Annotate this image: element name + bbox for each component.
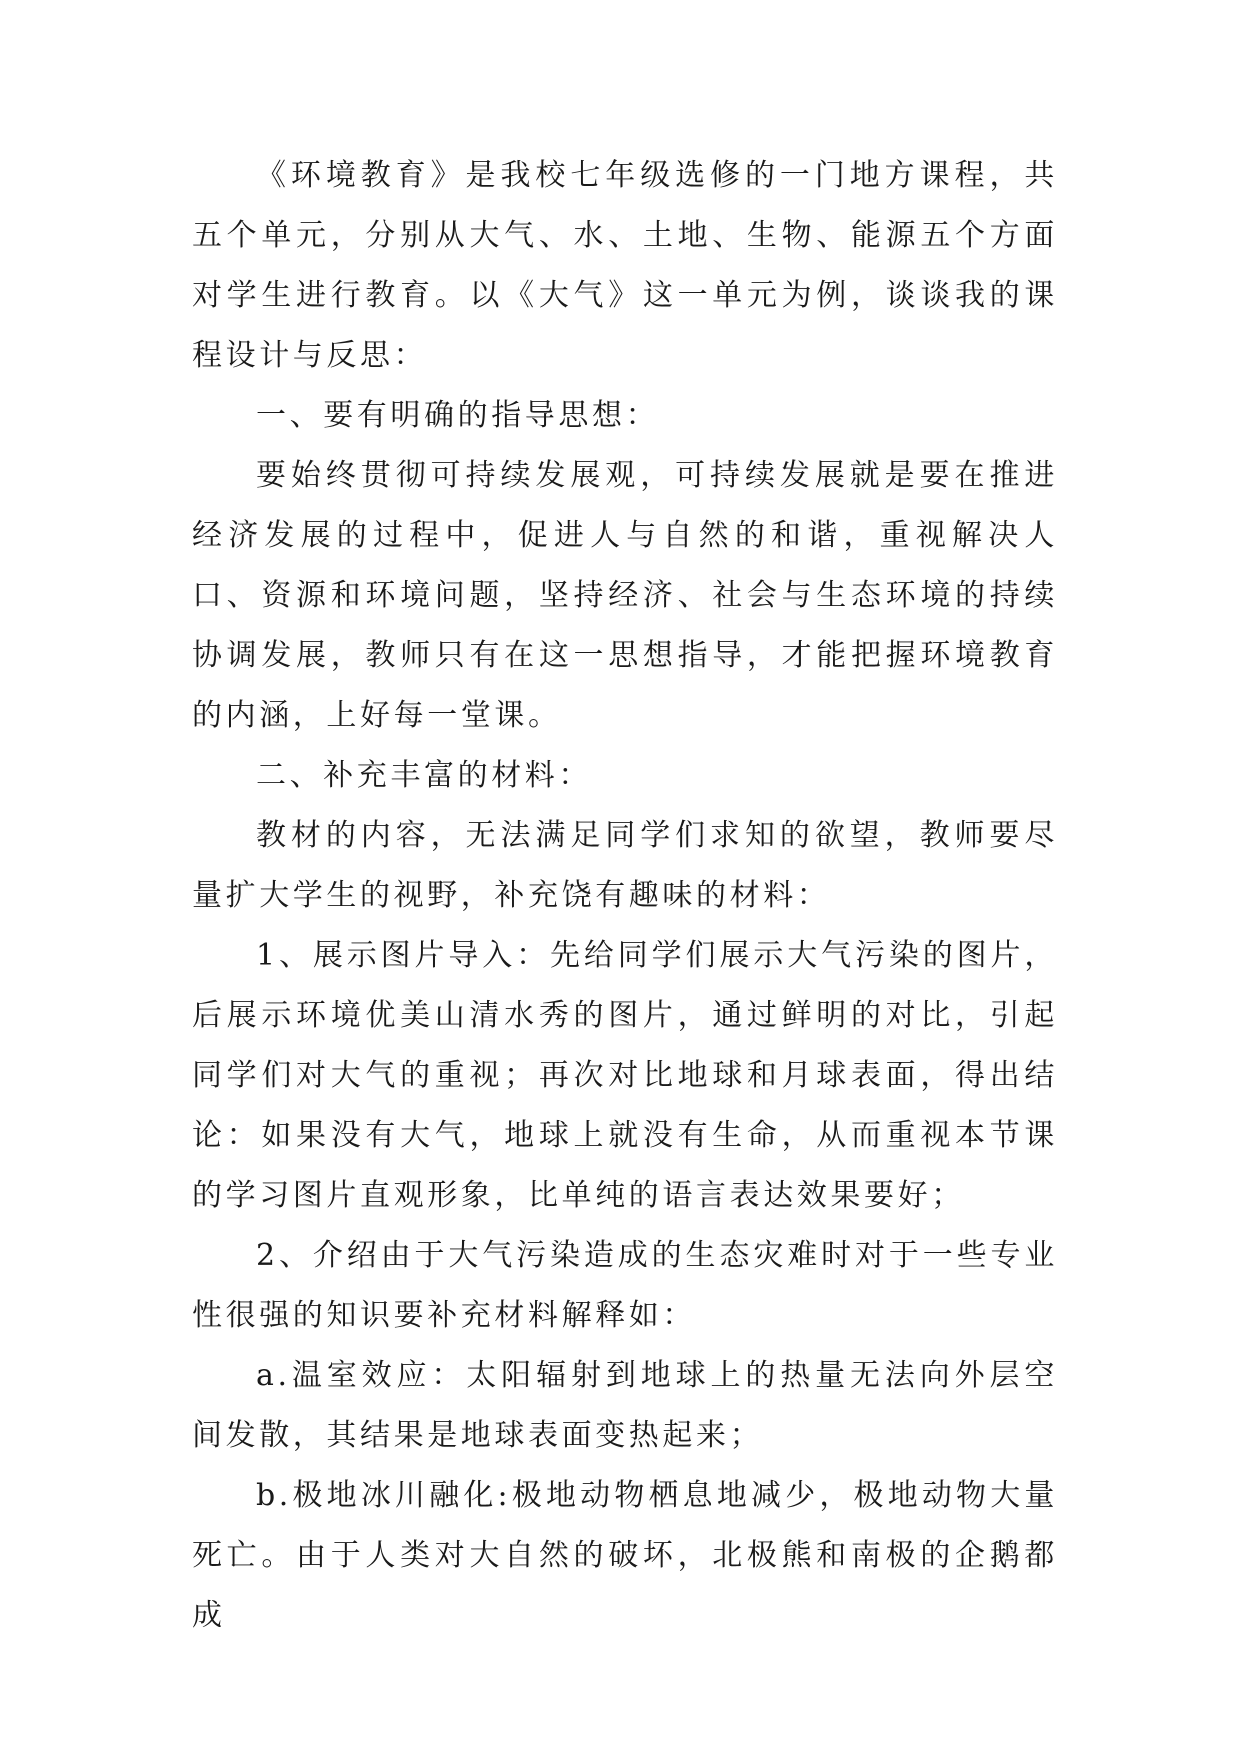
paragraph-item-1-pictures: 1、展示图片导入：先给同学们展示大气污染的图片，后展示环境优美山清水秀的图片，通过鲜明的对比，引起同学们对大气的重视；再次对比地球和月球表面，得出结论：如果没有大气，地球上就没有生命，从而重视本节课的学习图片直观形象，比单纯的语言表达效果要好； [192, 938, 1058, 1213]
heading-supplementary-materials: 二、补充丰富的材料： [256, 758, 592, 793]
paragraph-item-2-disasters: 2、介绍由于大气污染造成的生态灾难时对于一些专业性很强的知识要补充材料解释如： [192, 1238, 1058, 1333]
paragraph-textbook-content: 教材的内容，无法满足同学们求知的欲望，教师要尽量扩大学生的视野，补充饶有趣味的材料： [192, 818, 1058, 913]
heading-guiding-thought: 一、要有明确的指导思想： [256, 398, 660, 433]
paragraph-item-a-greenhouse: a.温室效应：太阳辐射到地球上的热量无法向外层空间发散，其结果是地球表面变热起来； [192, 1358, 1058, 1453]
paragraph-intro: 《环境教育》是我校七年级选修的一门地方课程，共五个单元，分别从大气、水、土地、生物、能源五个方面对学生进行教育。以《大气》这一单元为例，谈谈我的课程设计与反思： [192, 158, 1058, 373]
paragraph-sustainable-development: 要始终贯彻可持续发展观，可持续发展就是要在推进经济发展的过程中，促进人与自然的和谐，重视解决人口、资源和环境问题，坚持经济、社会与生态环境的持续协调发展，教师只有在这一思想指导，才能把握环境教育的内涵，上好每一堂课。 [192, 458, 1058, 733]
document-body [192, 146, 1058, 1646]
paragraph-item-b-glaciers: b.极地冰川融化:极地动物栖息地减少，极地动物大量死亡。由于人类对大自然的破坏，北极熊和南极的企鹅都成 [192, 1478, 1058, 1633]
